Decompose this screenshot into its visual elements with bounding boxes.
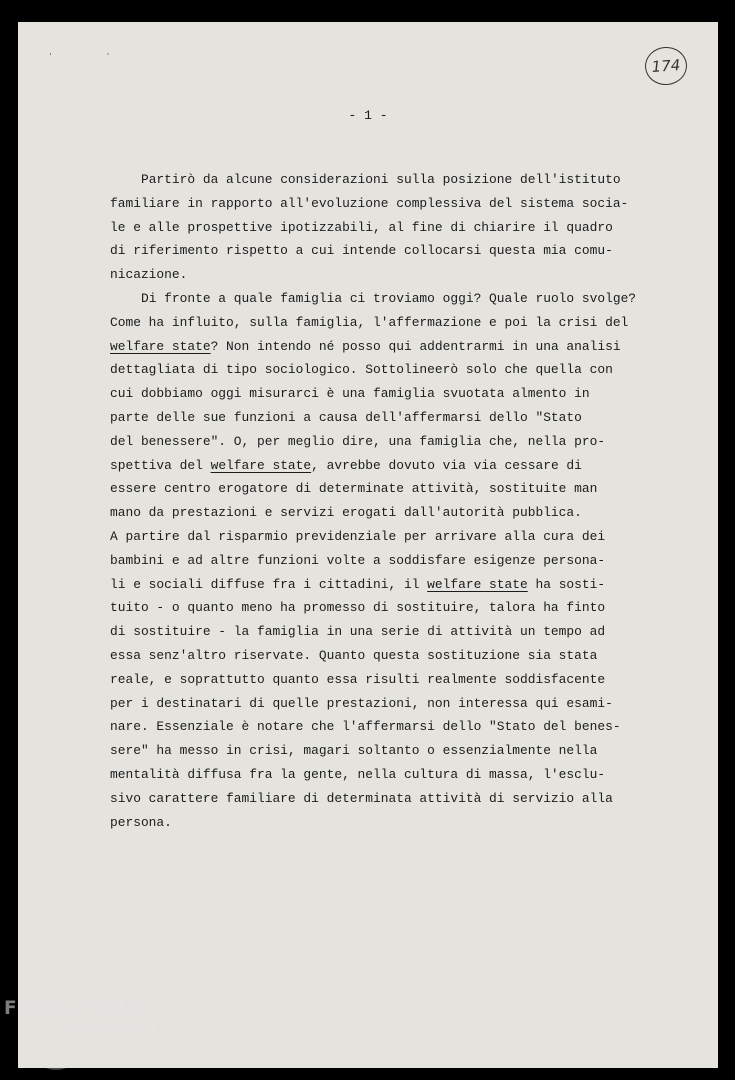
text-segment: li e sociali diffuse fra i cittadini, il <box>110 576 428 592</box>
text-segment: mentalità diffusa fra la gente, nella cultura di massa, l'esclu- <box>110 766 606 782</box>
text-line <box>110 168 670 192</box>
watermark <box>4 998 184 1078</box>
text-segment: bambini e ad altre funzioni volte a soddisfare esigenze persona- <box>110 552 606 568</box>
text-line <box>110 549 670 573</box>
text-segment: cui dobbiamo oggi misurarci è una famiglia svuotata almento in <box>110 386 590 402</box>
watermark-line2: RAMSCI <box>74 1020 158 1041</box>
archive-number-stamp: 174 <box>644 46 689 87</box>
text-segment: parte delle sue funzioni a causa dell'affermarsi dello "Stato <box>110 409 582 425</box>
text-segment: per i destinatari di quelle prestazioni, non interessa qui esami- <box>110 695 613 711</box>
text-segment: spettiva del <box>110 457 211 473</box>
text-line <box>110 287 670 311</box>
text-line <box>110 763 670 787</box>
underlined-term: welfare state <box>427 576 528 592</box>
text-line <box>110 454 670 478</box>
text-line <box>110 525 670 549</box>
text-line <box>110 358 670 382</box>
text-segment: di sostituire - la famiglia in una serie di attività un tempo ad <box>110 624 606 640</box>
corner-marks: ' ' <box>48 52 135 61</box>
text-line <box>110 335 670 359</box>
text-line <box>110 382 670 406</box>
text-line <box>110 620 670 644</box>
text-line <box>110 430 670 454</box>
body-text <box>110 168 670 834</box>
text-segment: sere" ha messo in crisi, magari soltanto o essenzialmente nella <box>110 743 598 759</box>
text-segment: Come ha influito, sulla famiglia, l'affermazione e poi la crisi del <box>110 314 629 330</box>
underlined-term: welfare state <box>210 457 312 473</box>
text-line <box>110 216 670 240</box>
text-line <box>110 811 670 835</box>
text-line <box>110 715 670 739</box>
text-line <box>110 406 670 430</box>
document-page <box>18 22 718 1068</box>
text-segment: familiare in rapporto all'evoluzione complessiva del sistema socia- <box>110 195 629 211</box>
text-segment: le e alle prospettive ipotizzabili, al fine di chiarire il quadro <box>110 219 613 235</box>
text-segment: dettagliata di tipo sociologico. Sottolineerò solo che quella con <box>110 362 613 378</box>
text-segment: persona. <box>110 814 172 830</box>
text-line <box>110 192 670 216</box>
page-number: - 1 - <box>348 108 388 123</box>
text-segment: , avrebbe dovuto via via cessare di <box>311 457 582 473</box>
text-line <box>110 573 670 597</box>
text-line <box>110 311 670 335</box>
text-line <box>110 644 670 668</box>
text-segment: ? Non intendo né posso qui addentrarmi in una analisi <box>210 338 621 354</box>
text-line <box>110 596 670 620</box>
text-line <box>110 263 670 287</box>
text-segment: ha sosti- <box>527 576 606 592</box>
underlined-term: welfare state <box>110 338 211 354</box>
text-segment: nicazione. <box>110 267 188 283</box>
text-segment: nare. Essenziale è notare che l'affermarsi dello "Stato del benes- <box>110 719 621 735</box>
text-segment: reale, e soprattutto quanto essa risulti realmente soddisfacente <box>110 671 606 687</box>
text-line <box>110 692 670 716</box>
text-segment: Partirò da alcune considerazioni sulla posizione dell'istituto <box>140 172 621 187</box>
text-segment: Di fronte a quale famiglia ci troviamo oggi? Quale ruolo svolge? <box>140 290 637 306</box>
text-segment: mano da prestazioni e servizi erogati dall'autorità pubblica. <box>110 505 582 521</box>
text-line <box>110 239 670 263</box>
text-segment: essa senz'altro riservate. Quanto questa sostituzione sia stata <box>110 647 598 663</box>
watermark-line1: FONDAZIONE <box>4 998 147 1019</box>
text-segment: del benessere". O, per meglio dire, una famiglia che, nella pro- <box>110 433 606 449</box>
text-segment: essere centro erogatore di determinate attività, sostituite man <box>110 481 598 497</box>
text-line <box>110 477 670 501</box>
text-segment: A partire dal risparmio previdenziale per arrivare alla cura dei <box>110 528 606 544</box>
text-line <box>110 501 670 525</box>
text-line <box>110 739 670 763</box>
text-line <box>110 787 670 811</box>
text-line <box>110 668 670 692</box>
text-segment: tuito - o quanto meno ha promesso di sostituire, talora ha finto <box>110 600 606 616</box>
text-segment: di riferimento rispetto a cui intende collocarsi questa mia comu- <box>110 243 613 259</box>
text-segment: sivo carattere familiare di determinata attività di servizio alla <box>110 790 613 806</box>
watermark-line3: onlus <box>150 1050 175 1060</box>
